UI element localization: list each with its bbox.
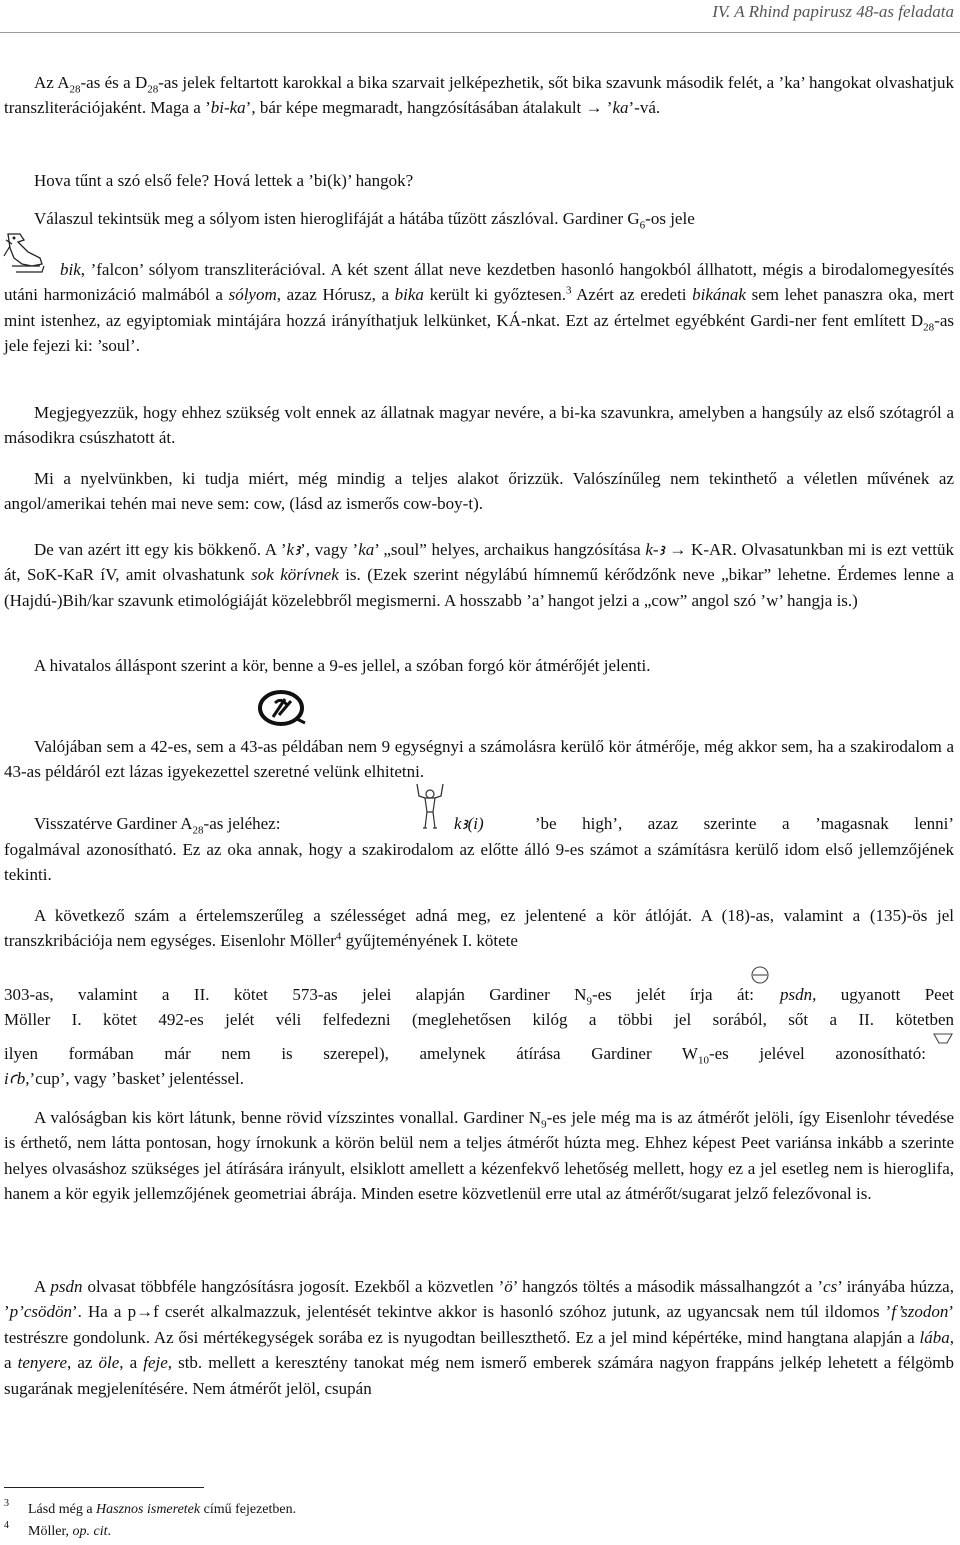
paragraph-4: Megjegyezzük, hogy ehhez szükség volt ennek az állatnak magyar nevére, a bi-ka szavunkra, amelyben a hangsúly az első szótagról a másodikra csúszhatott át. [4,403,954,448]
paragraph-10-line-5: ilyen formában már nem is szerepel), amelynek átírása Gardiner $W_{10}-es$ jelével azonosítható: [4,1044,926,1067]
paragraph-8: Valójában sem a 42-es, sem a 43-as példában nem 9 egységnyi a számolásra kerülő kör átmérője, még akkor sem, ha a szakirodalom a 43-as példáról ezt lázas igyekezettel szeretné velünk elhitetni. [4,737,954,782]
paragraph-9: fogalmával azonosítható. Ez az oka annak, hogy a szakirodalom az előtte álló 9-es számot a számításra kerülő idom első jellemzőjének tekinti. [4,840,954,885]
paragraph-10-line-3: 303-as, valamint a II. kötet 573-as jelei alapján Gardiner $N_9-es$ jelét írja át: psdn, ugyanott Peet [4,985,954,1008]
paragraph-10-line-4: Möller I. kötet 492-es jelét véli felfedezni (meglehetősen kilóg a többi jel sorából, sőt a II. kötetben [4,1010,954,1029]
paragraph-9-line-1b: kꜣ(i) ’be high’, azaz szerinte a ’magasnak lenni’ [454,814,954,833]
circle-nine-glyph-icon [257,689,307,732]
paragraph-10-line-6: iꜥb,’cup’, vagy ’basket’ jelentéssel. [4,1069,244,1088]
paragraph-1: Az $A_{28}-as$ és a $D_{28}-as$ jelek feltartott karokkal a bika szarvait jelképezhetik, sőt bika szavunk második felét, a ’ka’ hangokat olvashatjuk transzliterációjaként. Maga a ’bi-ka’, bár képe megmaradt, hangzósításában átalakult → ’ka’-vá. [4,73,954,118]
running-header: IV. A Rhind papirusz 48-as feladata [712,2,954,21]
paragraph-5: Mi a nyelvünkben, ki tudja miért, még mindig a teljes alakot őrizzük. Valószínűleg nem tekinthető a véletlen művének az angol/amerikai tehén mai neve sem: cow, (lásd az ismerős cow-boy-t). [4,469,954,514]
raised-arms-figure-glyph-icon [413,782,447,837]
paragraph-10: A következő szám a értelemszerűleg a szélességet adná meg, ez jelentené a kör átlóját. A (18)-as, valamint a (135)-ös jel transzkribációja nem egységes. Eisenlohr Möller$^4$ gyűjteményének I. kötete [4,906,954,951]
paragraph-11: A valóságban kis kört látunk, benne rövid vízszintes vonallal. Gardiner $N_9-es$ jele még ma is az átmérőt jelöli, így Eisenlohr tévedése is érthető, nem látta pontosan, hogy írnokunk a körön belül nem a teljes átmérőt húzta meg. Ehhez képest Peet variánsa inkább a szerinte helyes olvasáshoz szükséges jel átírására irányult, elsiklott amellett a kézenfekvő lehetőség mellett, hogy ez a jel esetleg nem is hieroglifa, hanem a kör egyik jellemzőjének geometriai ábrája. Minden esetre közvetlenül erre utal az átmérőt/sugarat jelző felezővonal is. [4,1108,954,1204]
footnote-rule [4,1487,204,1488]
header-rule [0,32,960,33]
basket-glyph-icon [932,1030,954,1050]
paragraph-12: A psdn olvasat többféle hangzósításra jogosít. Ezekből a közvetlen ’ö’ hangzós töltés a második mássalhangzót a ’cs’ irányába húzza, ’p’csödön’. Ha a p→f cserét alkalmazzuk, jelentését tekintve akkor is hasonló szóhoz jutunk, az ugyancsak nem túl ildomos ’f’szodon’ testrészre gondolunk. Az ősi mértékegységek sorába ez is nyugodtan beilleszthető. Ez a jel mind képértéke, mind hangtana alapján a lába, a tenyere, az öle, a feje, stb. mellett a keresztény tanokat még nem ismerő emberek számára nagyon frappáns jelkép lehetett a félgömb sugarának megjelenítésére. Nem átmérőt jelöl, csupán [4,1277,955,1398]
paragraph-9-line-1: Visszatérve Gardiner $A_{28}-as$ jeléhez: [34,814,281,837]
paragraph-7: A hivatalos álláspont szerint a kör, benne a 9-es jellel, a szóban forgó kör átmérőjét jelenti. [34,656,651,675]
paragraph-2: Hova tűnt a szó első fele? Hová lettek a ’bi(k)’ hangok? [34,171,414,190]
paragraph-3: bik, ’falcon’ sólyom transzliterációval. A két szent állat neve kezdetben hasonló hangokból állhatott, mégis a birodalomegyesítés utáni harmonizáció malmából a sólyom, azaz Hórusz, a bika került ki győztesen.$^3$ Azért az eredeti bikának sem lehet panaszra oka, mert mint istenhez, az egyiptomiak mintájára hozzá irányíthatjuk lelkünket, KÁ-nkat. Ezt az értelmet egyébként Gardi-ner fent említett $D_{28}-as$ jele fejezi ki: ’soul’. [4,260,955,356]
paragraph-6: De van azért itt egy kis bökkenő. A ’kꜣ’, vagy ’ka’ „soul” helyes, archaikus hangzósítása k-ꜣ → K-AR. Olvasatunkban mi is ezt vettük át, SoK-KaR íV, amit olvashatunk sok körívnek is. (Ezek szerint négylábú hímnemű kérődzőnk neve „bikar” lehetne. Érdemes lenne a (Hajdú-)Bih/kar szavunk etimológiáját közelebbről megismerni. A hosszabb ’a’ hangot jelzi a „cow” angol szó ’w’ hangja is.) [4,540,954,610]
paragraph-3-line-1: Válaszul tekintsük meg a sólyom isten hieroglifáját a hátába tűzött zászlóval. Gardiner $G_6-os$ jele [34,209,695,232]
